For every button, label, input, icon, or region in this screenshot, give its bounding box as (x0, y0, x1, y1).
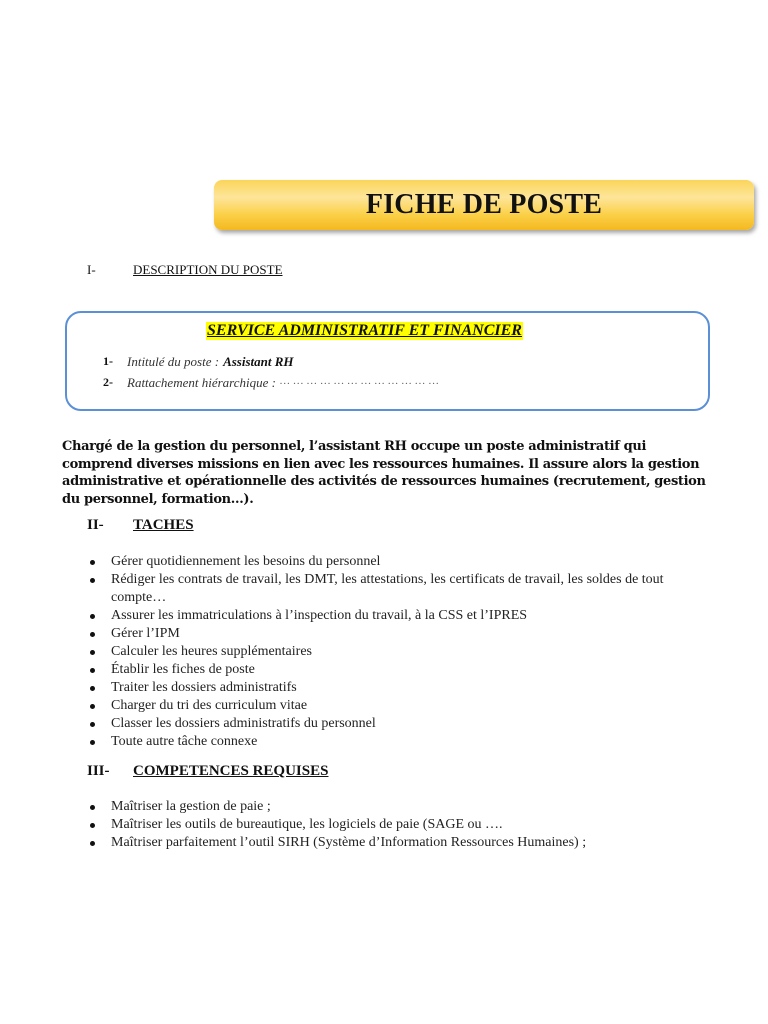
section-number: III- (87, 763, 110, 779)
competences-list (87, 798, 727, 852)
intro-paragraph: Chargé de la gestion du personnel, l’assistant RH occupe un poste administratif qui comprend diverses missions en lien avec les ressources humaines. Il assure alors la gestion administrative et opérationnelle des activités de ressources humaines (recrutement, gestion du personnel, formation…). (62, 439, 706, 507)
field-number: 2- (103, 375, 113, 389)
service-title: SERVICE ADMINISTRATIF ET FINANCIER (207, 322, 522, 339)
list-item: Toute autre tâche connexe (87, 733, 697, 751)
section-number: II- (87, 517, 104, 533)
list-item: Maîtriser la gestion de paie ; (87, 798, 727, 816)
list-item: Calculer les heures supplémentaires (87, 643, 697, 661)
field-label: Intitulé du poste : (127, 354, 220, 369)
list-item: Gérer l’IPM (87, 625, 697, 643)
title-banner (214, 180, 754, 230)
field-job-title (103, 354, 294, 370)
list-item: Rédiger les contrats de travail, les DMT, les attestations, les certificats de travail, les soldes de tout compte… (87, 571, 697, 607)
section-heading-description (87, 262, 283, 278)
list-item: Assurer les immatriculations à l’inspection du travail, à la CSS et l’IPRES (87, 607, 697, 625)
field-number: 1- (103, 354, 113, 368)
list-item: Traiter les dossiers administratifs (87, 679, 697, 697)
section-title: COMPETENCES REQUISES (133, 763, 329, 779)
section-heading-competences (87, 763, 328, 780)
field-label: Rattachement hiérarchique : (127, 375, 276, 390)
list-item: Charger du tri des curriculum vitae (87, 697, 697, 715)
section-heading-taches (87, 517, 194, 534)
taches-list (87, 553, 697, 751)
section-number: I- (87, 262, 96, 277)
section-title: DESCRIPTION DU POSTE (133, 262, 283, 277)
list-item: Classer les dossiers administratifs du personnel (87, 715, 697, 733)
list-item: Établir les fiches de poste (87, 661, 697, 679)
list-item: Maîtriser parfaitement l’outil SIRH (Système d’Information Ressources Humaines) ; (87, 834, 727, 852)
field-value: Assistant RH (223, 354, 294, 369)
field-value: … … … … … … … … … … … … (279, 375, 440, 387)
page-title: FICHE DE POSTE (365, 189, 603, 220)
field-reporting-line (103, 375, 439, 391)
list-item: Gérer quotidiennement les besoins du personnel (87, 553, 697, 571)
list-item: Maîtriser les outils de bureautique, les logiciels de paie (SAGE ou …. (87, 816, 727, 834)
section-title: TACHES (133, 517, 194, 533)
